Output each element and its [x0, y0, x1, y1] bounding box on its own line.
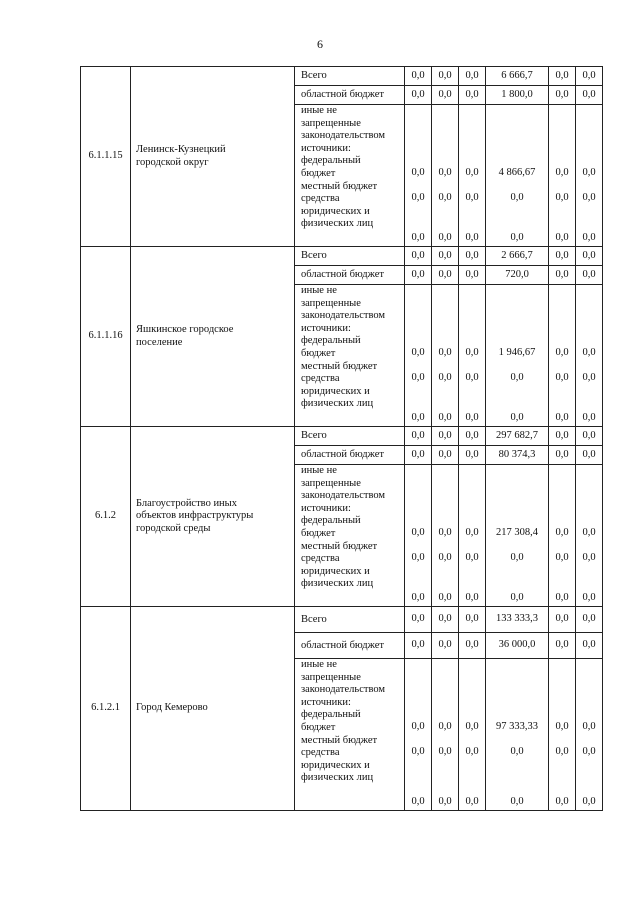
- value-legal: 0,0: [510, 592, 524, 604]
- value-stack-cell: [405, 659, 432, 811]
- value-stack-cell: [486, 285, 549, 427]
- value-local: 0,0: [411, 746, 425, 757]
- value-local: 0,0: [438, 552, 452, 563]
- value-cell: 0,0: [549, 67, 576, 86]
- value-local: 0,0: [465, 746, 479, 757]
- value-legal: 0,0: [411, 592, 425, 604]
- value-legal: 0,0: [510, 232, 524, 244]
- value-stack-cell: [576, 659, 603, 811]
- value-federal: 4 866,67: [498, 167, 536, 178]
- value-federal: 0,0: [582, 527, 596, 538]
- value-cell: 0,0: [549, 266, 576, 285]
- value-cell: 720,0: [486, 266, 549, 285]
- value-local: 0,0: [411, 192, 425, 203]
- value-legal: 0,0: [465, 412, 479, 424]
- value-legal: 0,0: [411, 796, 425, 808]
- value-federal: 0,0: [582, 721, 596, 732]
- value-cell: 0,0: [405, 67, 432, 86]
- value-stack-cell: [486, 659, 549, 811]
- value-legal: 0,0: [438, 796, 452, 808]
- value-legal: 0,0: [582, 796, 596, 808]
- source-total: Всего: [295, 247, 405, 266]
- value-cell: 0,0: [576, 427, 603, 446]
- value-legal: 0,0: [555, 412, 569, 424]
- source-other: иные не запрещенные законодательством источники: федеральный бюджет местный бюджет средства юридических и физических лиц: [295, 659, 405, 811]
- section-name: Город Кемерово: [131, 607, 295, 811]
- section-name: Яшкинское городское поселение: [131, 247, 295, 427]
- table-row: [81, 427, 603, 446]
- value-federal: 0,0: [438, 527, 452, 538]
- value-local: 0,0: [555, 746, 569, 757]
- value-cell: 0,0: [405, 633, 432, 659]
- source-other: иные не запрещенные законодательством источники: федеральный бюджет местный бюджет средства юридических и физических лиц: [295, 465, 405, 607]
- section-name: Благоустройство иных объектов инфраструктуры городской среды: [131, 427, 295, 607]
- value-legal: 0,0: [438, 592, 452, 604]
- value-local: 0,0: [582, 372, 596, 383]
- value-cell: 0,0: [459, 607, 486, 633]
- value-cell: 0,0: [405, 86, 432, 105]
- value-legal: 0,0: [411, 412, 425, 424]
- value-cell: 133 333,3: [486, 607, 549, 633]
- value-local: 0,0: [438, 192, 452, 203]
- value-stack-cell: [576, 465, 603, 607]
- value-federal: 0,0: [411, 721, 425, 732]
- section-code: 6.1.2: [81, 427, 131, 607]
- value-cell: 1 800,0: [486, 86, 549, 105]
- value-cell: 0,0: [576, 247, 603, 266]
- table-row: [81, 67, 603, 86]
- value-local: 0,0: [465, 192, 479, 203]
- value-cell: 0,0: [549, 633, 576, 659]
- section-code: 6.1.1.15: [81, 67, 131, 247]
- value-local: 0,0: [411, 372, 425, 383]
- value-stack-cell: [549, 465, 576, 607]
- value-cell: 0,0: [549, 446, 576, 465]
- source-total: Всего: [295, 427, 405, 446]
- value-legal: 0,0: [411, 232, 425, 244]
- value-federal: 0,0: [555, 167, 569, 178]
- value-cell: 0,0: [432, 633, 459, 659]
- value-local: 0,0: [465, 552, 479, 563]
- value-federal: 0,0: [555, 527, 569, 538]
- value-stack-cell: [459, 105, 486, 247]
- value-stack-cell: [405, 105, 432, 247]
- value-federal: 0,0: [582, 167, 596, 178]
- value-cell: 297 682,7: [486, 427, 549, 446]
- section-name: Ленинск-Кузнецкий городской округ: [131, 67, 295, 247]
- value-legal: 0,0: [465, 796, 479, 808]
- value-local: 0,0: [510, 552, 524, 563]
- value-legal: 0,0: [465, 232, 479, 244]
- value-federal: 0,0: [465, 721, 479, 732]
- value-cell: 0,0: [459, 266, 486, 285]
- section-code: 6.1.1.16: [81, 247, 131, 427]
- value-cell: 2 666,7: [486, 247, 549, 266]
- value-local: 0,0: [411, 552, 425, 563]
- value-federal: 217 308,4: [496, 527, 538, 538]
- value-legal: 0,0: [465, 592, 479, 604]
- value-cell: 0,0: [432, 446, 459, 465]
- value-federal: 0,0: [438, 347, 452, 358]
- value-legal: 0,0: [438, 232, 452, 244]
- value-stack-cell: [405, 465, 432, 607]
- value-cell: 0,0: [432, 427, 459, 446]
- value-cell: 80 374,3: [486, 446, 549, 465]
- value-cell: 0,0: [459, 446, 486, 465]
- source-regional-budget: областной бюджет: [295, 633, 405, 659]
- value-local: 0,0: [582, 746, 596, 757]
- value-cell: 36 000,0: [486, 633, 549, 659]
- value-legal: 0,0: [582, 232, 596, 244]
- value-federal: 1 946,67: [498, 347, 536, 358]
- value-federal: 0,0: [555, 347, 569, 358]
- value-stack-cell: [459, 285, 486, 427]
- value-federal: 0,0: [411, 167, 425, 178]
- value-stack-cell: [486, 465, 549, 607]
- source-regional-budget: областной бюджет: [295, 446, 405, 465]
- value-cell: 0,0: [549, 86, 576, 105]
- value-local: 0,0: [555, 552, 569, 563]
- value-local: 0,0: [465, 372, 479, 383]
- value-cell: 0,0: [459, 67, 486, 86]
- value-federal: 97 333,33: [496, 721, 538, 732]
- value-federal: 0,0: [438, 167, 452, 178]
- source-total: Всего: [295, 607, 405, 633]
- value-federal: 0,0: [582, 347, 596, 358]
- source-other: иные не запрещенные законодательством источники: федеральный бюджет местный бюджет средства юридических и физических лиц: [295, 285, 405, 427]
- value-cell: 0,0: [432, 67, 459, 86]
- value-federal: 0,0: [555, 721, 569, 732]
- value-stack-cell: [576, 105, 603, 247]
- value-cell: 0,0: [459, 247, 486, 266]
- value-local: 0,0: [510, 192, 524, 203]
- value-federal: 0,0: [411, 527, 425, 538]
- value-legal: 0,0: [582, 412, 596, 424]
- value-cell: 0,0: [549, 427, 576, 446]
- value-stack-cell: [459, 659, 486, 811]
- value-cell: 0,0: [432, 86, 459, 105]
- value-stack-cell: [549, 105, 576, 247]
- value-cell: 0,0: [432, 607, 459, 633]
- section-code: 6.1.2.1: [81, 607, 131, 811]
- value-legal: 0,0: [438, 412, 452, 424]
- value-federal: 0,0: [465, 167, 479, 178]
- value-stack-cell: [405, 285, 432, 427]
- value-cell: 0,0: [459, 86, 486, 105]
- value-legal: 0,0: [555, 796, 569, 808]
- value-cell: 0,0: [576, 633, 603, 659]
- value-cell: 0,0: [405, 266, 432, 285]
- value-cell: 0,0: [432, 266, 459, 285]
- value-cell: 0,0: [576, 446, 603, 465]
- value-legal: 0,0: [510, 412, 524, 424]
- source-total: Всего: [295, 67, 405, 86]
- value-cell: 0,0: [405, 446, 432, 465]
- value-legal: 0,0: [582, 592, 596, 604]
- value-local: 0,0: [555, 192, 569, 203]
- value-stack-cell: [432, 285, 459, 427]
- value-stack-cell: [459, 465, 486, 607]
- value-stack-cell: [486, 105, 549, 247]
- value-cell: 0,0: [405, 607, 432, 633]
- value-local: 0,0: [582, 192, 596, 203]
- table-row: [81, 247, 603, 266]
- value-cell: 0,0: [432, 247, 459, 266]
- source-other: иные не запрещенные законодательством источники: федеральный бюджет местный бюджет средства юридических и физических лиц: [295, 105, 405, 247]
- value-cell: 0,0: [459, 427, 486, 446]
- value-stack-cell: [432, 659, 459, 811]
- value-federal: 0,0: [438, 721, 452, 732]
- value-legal: 0,0: [510, 796, 524, 808]
- value-cell: 0,0: [549, 247, 576, 266]
- source-regional-budget: областной бюджет: [295, 266, 405, 285]
- value-stack-cell: [432, 465, 459, 607]
- value-legal: 0,0: [555, 232, 569, 244]
- value-cell: 0,0: [405, 247, 432, 266]
- table-row: [81, 607, 603, 633]
- value-stack-cell: [549, 659, 576, 811]
- value-stack-cell: [576, 285, 603, 427]
- value-stack-cell: [432, 105, 459, 247]
- value-local: 0,0: [438, 372, 452, 383]
- page-number: 6: [317, 37, 323, 51]
- value-local: 0,0: [510, 746, 524, 757]
- value-cell: 0,0: [459, 633, 486, 659]
- budget-table: [80, 66, 603, 811]
- value-local: 0,0: [582, 552, 596, 563]
- value-cell: 0,0: [576, 607, 603, 633]
- value-cell: 0,0: [405, 427, 432, 446]
- value-local: 0,0: [510, 372, 524, 383]
- source-regional-budget: областной бюджет: [295, 86, 405, 105]
- value-cell: 0,0: [576, 86, 603, 105]
- value-federal: 0,0: [465, 347, 479, 358]
- value-federal: 0,0: [411, 347, 425, 358]
- value-cell: 6 666,7: [486, 67, 549, 86]
- value-federal: 0,0: [465, 527, 479, 538]
- value-cell: 0,0: [549, 607, 576, 633]
- value-cell: 0,0: [576, 266, 603, 285]
- value-legal: 0,0: [555, 592, 569, 604]
- value-cell: 0,0: [576, 67, 603, 86]
- value-local: 0,0: [555, 372, 569, 383]
- value-stack-cell: [549, 285, 576, 427]
- value-local: 0,0: [438, 746, 452, 757]
